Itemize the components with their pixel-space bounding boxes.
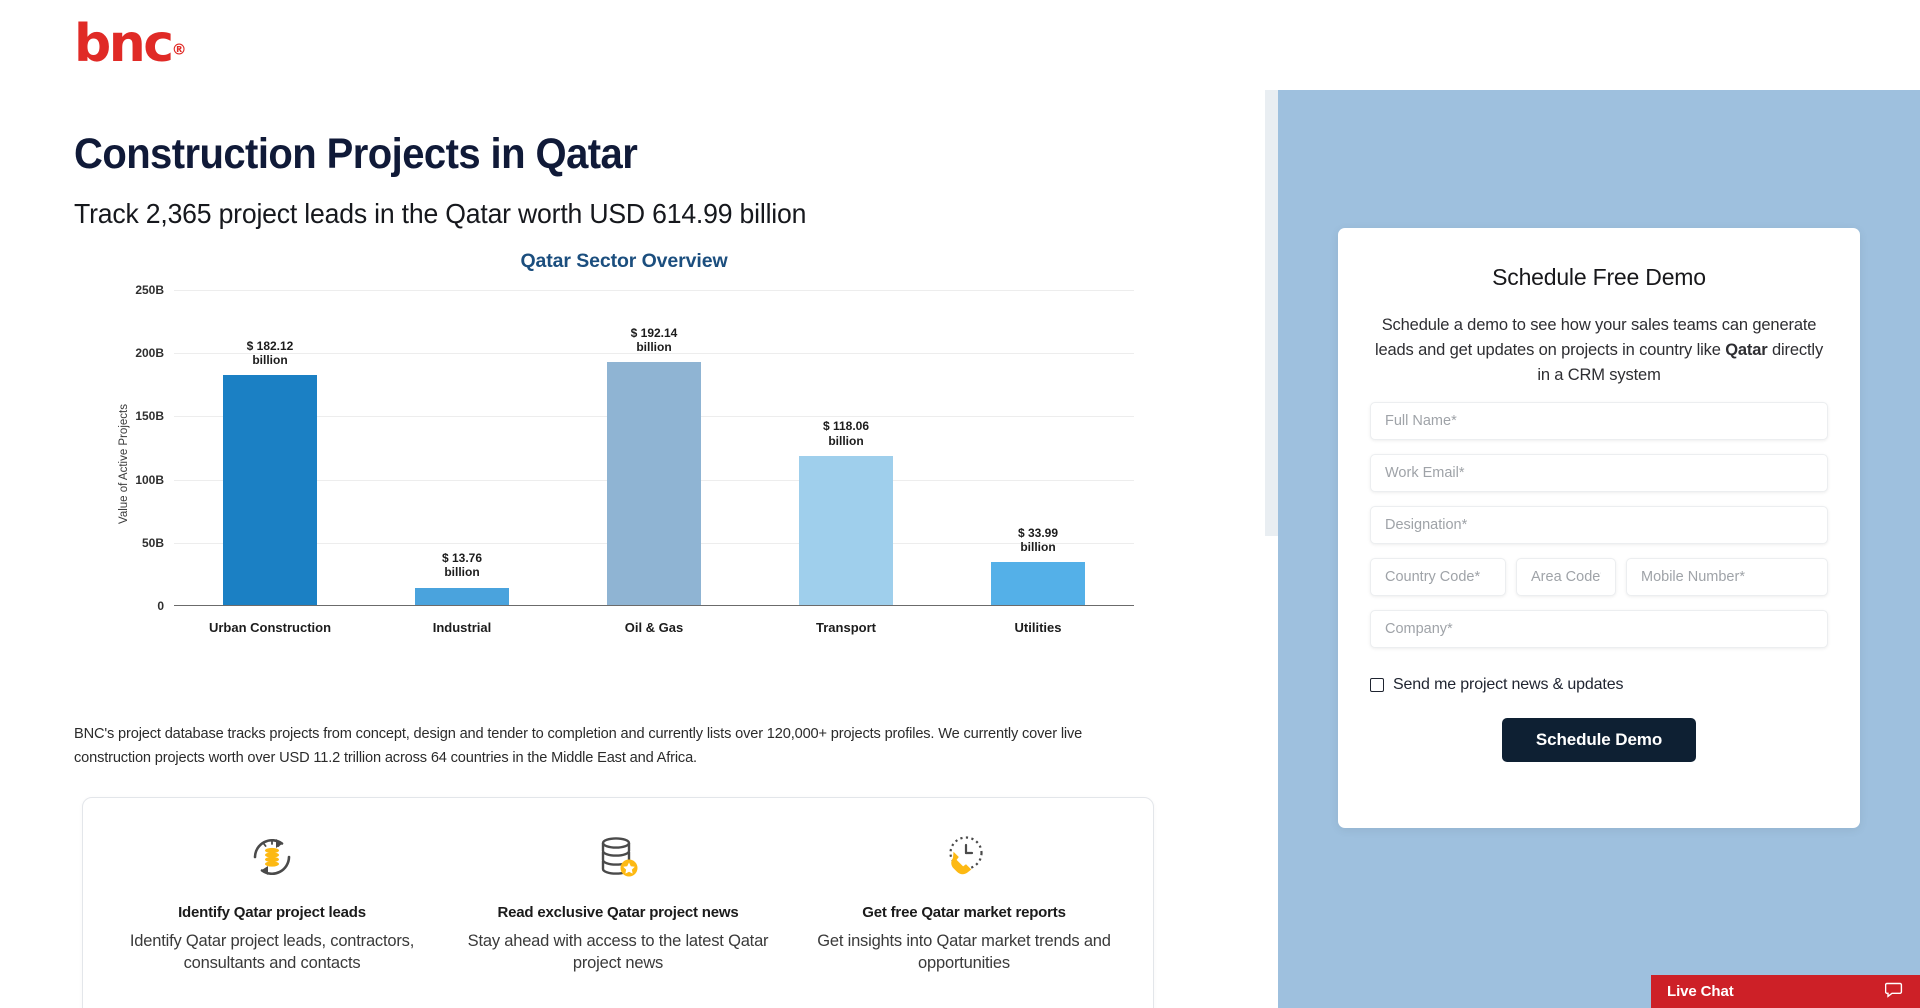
y-axis-tick-label: 200B bbox=[135, 346, 164, 361]
submit-row bbox=[1370, 718, 1828, 762]
registered-trademark-icon: ® bbox=[171, 40, 187, 59]
schedule-demo-form bbox=[1338, 228, 1860, 828]
feature-description: Get insights into Qatar market trends and opportunities bbox=[817, 932, 1111, 973]
form-title: Schedule Free Demo bbox=[1492, 264, 1706, 290]
designation-input[interactable] bbox=[1370, 506, 1828, 544]
phone-field-group bbox=[1370, 544, 1828, 596]
bar-value-label: $ 192.14 billion bbox=[630, 325, 678, 354]
bar-value-label: $ 33.99 billion bbox=[1017, 525, 1059, 554]
feature-card bbox=[82, 797, 1154, 1008]
feature-title: Get free Qatar market reports bbox=[862, 904, 1066, 921]
area-code-input[interactable] bbox=[1516, 558, 1616, 596]
schedule-demo-button[interactable]: Schedule Demo bbox=[1502, 718, 1696, 762]
bar-value-label: $ 13.76 billion bbox=[441, 551, 483, 580]
logo-wordmark: bnc bbox=[74, 14, 172, 74]
company-input[interactable] bbox=[1370, 610, 1828, 648]
chart-plot-area bbox=[74, 283, 1144, 680]
database-star-icon bbox=[589, 826, 647, 888]
chat-bubble-icon[interactable] bbox=[1885, 980, 1904, 1004]
feature-title: Identify Qatar project leads bbox=[178, 904, 366, 921]
bar-slot bbox=[558, 290, 750, 605]
coins-refresh-icon bbox=[243, 826, 301, 888]
y-axis-ticks bbox=[108, 283, 164, 613]
x-axis-tick-label: Oil & Gas bbox=[624, 620, 684, 635]
bar-series bbox=[174, 290, 1134, 605]
newsletter-checkbox-label: Send me project news & updates bbox=[1393, 676, 1624, 694]
bar-slot bbox=[174, 290, 366, 605]
feature-title: Read exclusive Qatar project news bbox=[497, 904, 739, 921]
country-code-input[interactable] bbox=[1370, 558, 1506, 596]
page-subtitle: Track 2,365 project leads in the Qatar worth USD 614.99 billion bbox=[74, 198, 807, 229]
form-subtitle bbox=[1370, 313, 1828, 388]
x-axis-categories bbox=[174, 620, 1134, 635]
checkbox-icon[interactable] bbox=[1370, 678, 1384, 692]
feature-identify-leads bbox=[99, 826, 445, 1008]
feature-description: Identify Qatar project leads, contractors, consultants and contacts bbox=[129, 932, 415, 973]
bar-slot bbox=[750, 290, 942, 605]
y-axis-tick-label: 100B bbox=[135, 472, 164, 487]
y-axis-tick-label: 150B bbox=[135, 409, 164, 424]
full-name-input[interactable] bbox=[1370, 402, 1828, 440]
y-axis-tick-label: 50B bbox=[141, 535, 164, 550]
demo-panel bbox=[1278, 90, 1920, 1008]
bars-plot bbox=[174, 290, 1134, 606]
chart-title: Qatar Sector Overview bbox=[520, 250, 728, 272]
panel-notch bbox=[1265, 90, 1279, 536]
phone-clock-icon bbox=[935, 826, 993, 888]
bar-slot bbox=[366, 290, 558, 605]
form-subtitle-country: Qatar bbox=[1725, 341, 1768, 360]
newsletter-checkbox-row[interactable] bbox=[1370, 676, 1828, 694]
x-axis-tick-label: Transport bbox=[816, 620, 876, 635]
page-title: Construction Projects in Qatar bbox=[74, 130, 638, 178]
x-axis-tick-label: Urban Construction bbox=[208, 620, 332, 635]
bar-value-label: $ 182.12 billion bbox=[246, 338, 294, 367]
bar[interactable] bbox=[991, 525, 1085, 605]
bar[interactable] bbox=[607, 325, 701, 605]
x-axis-tick-label: Utilities bbox=[1014, 620, 1062, 635]
bar[interactable] bbox=[415, 551, 509, 605]
feature-description: Stay ahead with access to the latest Qatar project news bbox=[467, 932, 769, 973]
bar-slot bbox=[942, 290, 1134, 605]
x-axis-tick-label: Industrial bbox=[432, 620, 492, 635]
database-description: BNC's project database tracks projects from concept, design and tender to completion and currently lists over 120,000+ projects profiles. We currently cover live construction projects worth over USD 11.2 trillion across 64 countries in the Middle East and Africa. bbox=[74, 726, 1083, 766]
y-axis-tick-label: 250B bbox=[135, 283, 164, 297]
form-subtitle-part2: directly in a CRM system bbox=[1537, 341, 1824, 385]
y-axis-title: Value of Active Projects bbox=[117, 404, 130, 524]
mobile-number-input[interactable] bbox=[1626, 558, 1828, 596]
bar-value-label: $ 118.06 billion bbox=[822, 419, 870, 448]
bar[interactable] bbox=[223, 338, 317, 605]
bar[interactable] bbox=[799, 419, 893, 605]
sector-overview-chart bbox=[74, 250, 1144, 680]
feature-project-news bbox=[445, 826, 791, 1008]
feature-market-reports bbox=[791, 826, 1137, 1008]
live-chat-bar[interactable] bbox=[1651, 975, 1920, 1008]
y-axis-tick-label: 0 bbox=[157, 599, 164, 613]
form-subtitle-part1: Schedule a demo to see how your sales teams can generate leads and get updates on projects in country like bbox=[1374, 316, 1817, 360]
work-email-input[interactable] bbox=[1370, 454, 1828, 492]
live-chat-label: Live Chat bbox=[1667, 983, 1734, 1000]
bnc-logo[interactable] bbox=[74, 14, 187, 74]
